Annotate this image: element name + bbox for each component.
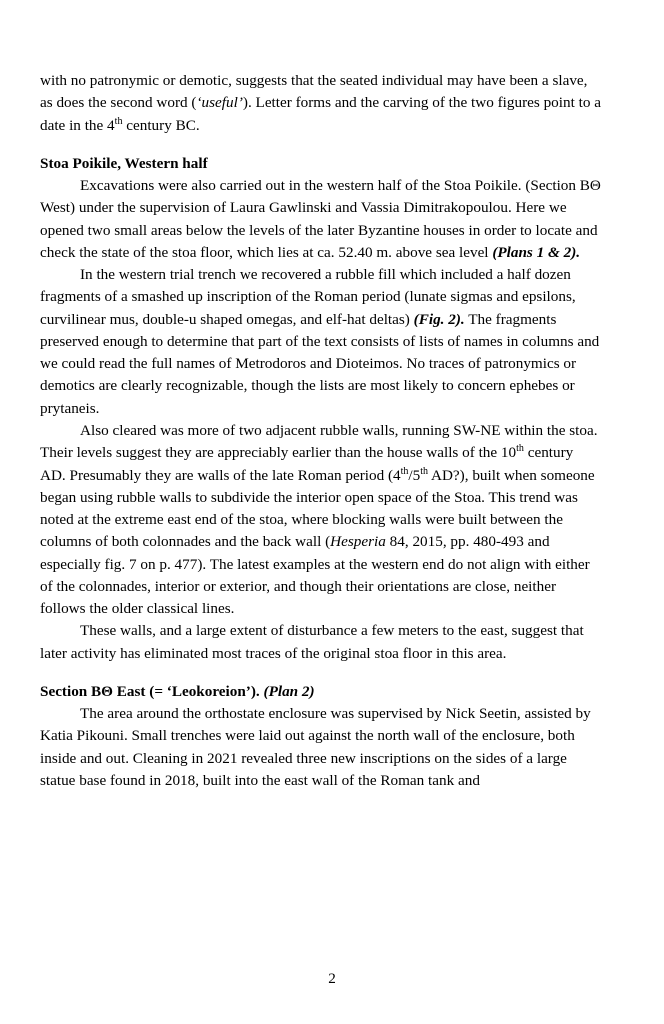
body-paragraph — [40, 175, 601, 264]
text-run: These walls, and a large extent of disturbance a few meters to the east, suggest that later activity has eliminated most traces of the original stoa floor in this area. — [40, 622, 584, 662]
text-run: century AD. Presumably they are walls of the late Roman period (4 — [40, 444, 574, 484]
text-run: (Plan 2) — [263, 682, 315, 700]
text-run: th — [420, 465, 429, 477]
text-run: Also cleared was more of two adjacent rubble walls, running SW-NE within the stoa. Their levels suggest they are appreciably earlier than the house walls of the 10 — [40, 421, 598, 462]
body-paragraph — [40, 264, 601, 420]
text-run: th — [114, 115, 123, 127]
page-content — [40, 70, 601, 792]
text-run: 84, 2015, pp. 480-493 and especially fig. 7 on p. 477). The latest examples at the western end do not align with either of the colonnades, interior or exterior, and though their orientations are close, neither follows the older classical lines. — [40, 533, 590, 618]
text-run: (Plans 1 & 2). — [492, 243, 581, 261]
text-run: th — [516, 443, 524, 455]
text-run: Hesperia — [330, 533, 386, 551]
page-number: 2 — [328, 970, 336, 987]
text-run: th — [400, 465, 409, 477]
text-run: /5 — [408, 466, 421, 484]
text-run: Section BΘ East (= ‘Leokoreion’). — [40, 682, 264, 700]
text-run: ‘useful’ — [196, 94, 243, 112]
text-run: century BC. — [122, 116, 200, 134]
text-run: The fragments preserved enough to determine that part of the text consists of lists of names in columns and we could read the full names of Metrodoros and Dioteimos. No traces of patronymics or demotics are clearly recognizable, though the lists are most likely to concern ephebes or prytaneis. — [40, 310, 600, 417]
text-run: with no patronymic or demotic, suggests that the seated individual may have been a slave, as does the second word ( — [40, 72, 588, 112]
section-heading — [40, 153, 601, 175]
text-run: The area around the orthostate enclosure was supervised by Nick Seetin, assisted by Katia Pikouni. Small trenches were laid out against the north wall of the enclosure, both inside and out. Cleaning in 2021 revealed three new inscriptions on the sides of a large statue base found in 2018, built into the east wall of the Roman tank and — [40, 705, 591, 789]
text-run: AD?), built when someone began using rubble walls to subdivide the interior open space of the Stoa. This trend was noted at the extreme east end of the stoa, where blocking walls were built between the columns of both colonnades and the back wall ( — [40, 466, 595, 551]
body-paragraph — [40, 703, 601, 792]
body-paragraph — [40, 420, 601, 620]
text-run: Excavations were also carried out in the western half of the Stoa Poikile. (Section BΘ West) under the supervision of Laura Gawlinski and Vassia Dimitrakopoulou. Here we opened two small areas below the levels of the later Byzantine houses in order to locate and check the state of the stoa floor, which lies at ca. 52.40 m. above sea level — [40, 177, 601, 261]
text-run: ). Letter forms and the carving of the two figures point to a date in the 4 — [40, 94, 601, 134]
text-run: In the western trial trench we recovered a rubble fill which included a half dozen fragments of a smashed up inscription of the Roman period (lunate sigmas and epsilons, curvilinear mus, double-u shaped omegas, and elf-hat deltas) — [40, 266, 576, 328]
body-paragraph — [40, 620, 601, 665]
section-heading — [40, 681, 601, 703]
text-run: (Fig. 2). — [413, 310, 465, 328]
text-run: Stoa Poikile, Western half — [40, 154, 208, 172]
body-paragraph — [40, 70, 601, 137]
